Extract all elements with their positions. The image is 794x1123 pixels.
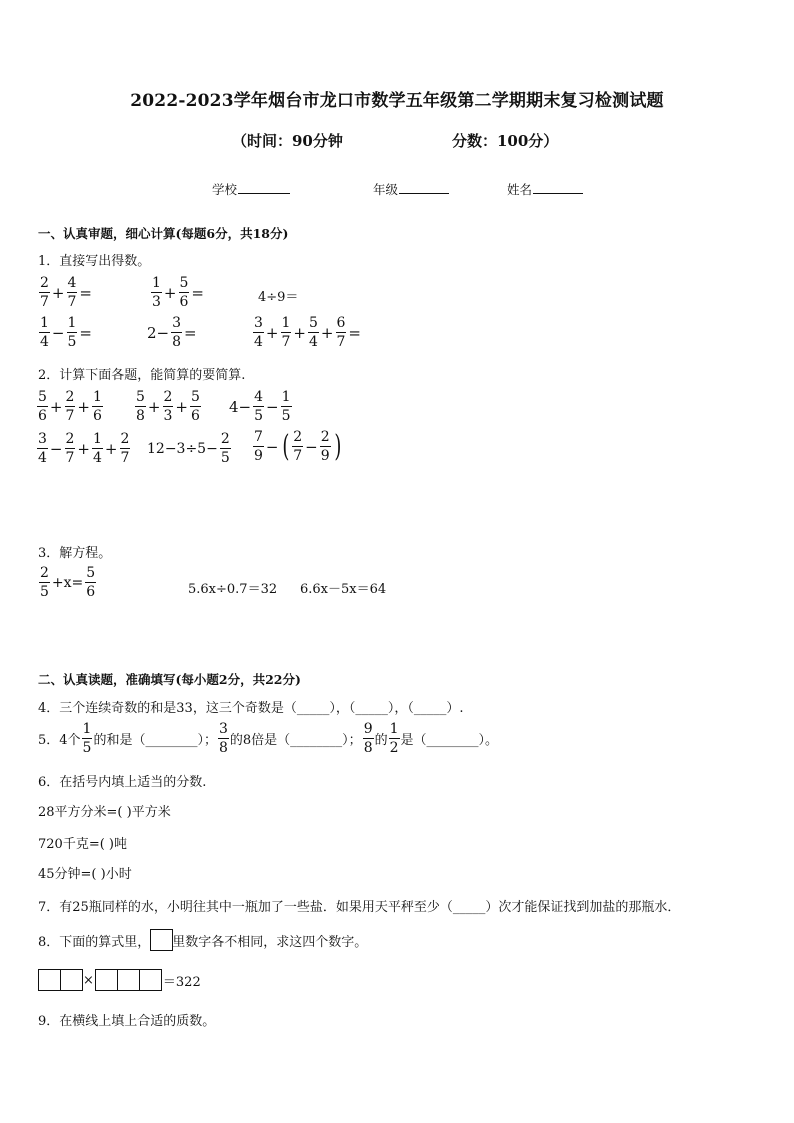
fraction: $\frac{5}{6}$ bbox=[191, 389, 200, 424]
fraction: $\frac{5}{6}$ bbox=[86, 565, 96, 600]
times-sign: × bbox=[83, 972, 94, 988]
q1-expr-d: $\frac{1}{4}$ − $\frac{1}{5}$ = bbox=[40, 315, 92, 350]
name-field[interactable] bbox=[507, 180, 583, 198]
q3-expr-a: $\frac{2}{5}$ +x= $\frac{5}{6}$ bbox=[40, 565, 96, 600]
school-blank[interactable] bbox=[238, 181, 290, 194]
fraction: $\frac{2}{5}$ bbox=[40, 565, 49, 600]
q1-expr-e: 2− $\frac{3}{8}$ = bbox=[147, 315, 197, 350]
q2-expr-d: $\frac{3}{4}$ − $\frac{2}{7}$ + $\frac{1}{4}$ + $\frac{2}{7}$ bbox=[38, 431, 130, 466]
digit-box-5[interactable] bbox=[139, 969, 162, 991]
question-1: 1．直接写出得数。 bbox=[38, 254, 151, 269]
fraction: $\frac{2}{5}$ bbox=[220, 431, 230, 466]
fraction: $\frac{1}{7}$ bbox=[281, 315, 291, 350]
digit-box-3[interactable] bbox=[95, 969, 118, 991]
fraction: $\frac{3}{8}$ bbox=[218, 721, 228, 756]
q2-expr-f: $\frac{7}{9}$ − ( $\frac{2}{7}$ − $\frac{2}{9}$ ) bbox=[254, 428, 342, 464]
question-8: 8．下面的算式里， 里数字各不相同，求这四个数字。 bbox=[38, 929, 367, 951]
q1-expr-f: $\frac{3}{4}$ + $\frac{1}{7}$ + $\frac{5}{4}$ + $\frac{6}{7}$ = bbox=[254, 315, 361, 350]
fraction: $\frac{2}{3}$ bbox=[163, 389, 173, 424]
grade-field[interactable] bbox=[373, 180, 449, 198]
fraction: $\frac{6}{7}$ bbox=[336, 315, 346, 350]
fraction: $\frac{1}{4}$ bbox=[93, 431, 102, 466]
question-7: 7．有25瓶同样的水，小明往其中一瓶加了一些盐．如果用天平秤至少（_____）次才能保证找到加盐的那瓶水． bbox=[38, 900, 681, 915]
fraction: $\frac{1}{5}$ bbox=[82, 721, 92, 756]
exam-time: （时间：90分钟 bbox=[232, 132, 343, 150]
q1-expr-c: 4÷9＝ bbox=[258, 290, 299, 305]
fraction: $\frac{2}{9}$ bbox=[320, 429, 330, 464]
q6-item-c: 45分钟=( )小时 bbox=[38, 867, 132, 882]
fraction: $\frac{1}{5}$ bbox=[281, 389, 291, 424]
name-blank[interactable] bbox=[533, 181, 583, 194]
q2-expr-b: $\frac{5}{8}$ + $\frac{2}{3}$ + $\frac{5}{6}$ bbox=[136, 389, 200, 424]
digit-box-4[interactable] bbox=[117, 969, 140, 991]
name-label: 姓名 bbox=[507, 182, 533, 197]
right-paren: ) bbox=[333, 428, 342, 464]
fraction: $\frac{3}{4}$ bbox=[254, 315, 263, 350]
fraction: $\frac{1}{6}$ bbox=[93, 389, 102, 424]
fraction: $\frac{2}{7}$ bbox=[65, 431, 75, 466]
section-1-heading: 一、认真审题，细心计算(每题6分，共18分) bbox=[38, 226, 289, 241]
question-9: 9．在横线上填上合适的质数。 bbox=[38, 1014, 216, 1029]
fraction: $\frac{2}{7}$ bbox=[65, 389, 75, 424]
exam-score: 分数：100分） bbox=[452, 132, 559, 150]
fraction: $\frac{1}{5}$ bbox=[67, 315, 77, 350]
q2-expr-c: 4− $\frac{4}{5}$ − $\frac{1}{5}$ bbox=[229, 389, 291, 424]
fraction: $\frac{3}{4}$ bbox=[38, 431, 47, 466]
fraction: $\frac{5}{6}$ bbox=[179, 275, 189, 310]
question-6: 6．在括号内填上适当的分数. bbox=[38, 775, 207, 790]
fraction: $\frac{1}{4}$ bbox=[40, 315, 49, 350]
fraction: $\frac{9}{8}$ bbox=[363, 721, 373, 756]
school-field[interactable] bbox=[212, 180, 290, 198]
school-label: 学校 bbox=[212, 182, 238, 197]
digit-box-2[interactable] bbox=[60, 969, 83, 991]
q3-expr-c: 6.6x－5x＝64 bbox=[300, 582, 387, 597]
q6-item-b: 720千克=( )吨 bbox=[38, 837, 127, 852]
q8-equation bbox=[38, 969, 201, 991]
fraction: $\frac{4}{5}$ bbox=[254, 389, 264, 424]
question-2: 2．计算下面各题，能简算的要简算. bbox=[38, 368, 246, 383]
fraction: $\frac{4}{7}$ bbox=[67, 275, 77, 310]
q2-expr-e: 12−3÷5− $\frac{2}{5}$ bbox=[147, 431, 230, 466]
grade-label: 年级 bbox=[373, 182, 399, 197]
left-paren: ( bbox=[281, 428, 289, 464]
fraction: $\frac{3}{8}$ bbox=[172, 315, 182, 350]
q1-expr-a: $\frac{2}{7}$ + $\frac{4}{7}$ = bbox=[40, 275, 92, 310]
digit-box bbox=[150, 929, 173, 951]
equation-result: ＝322 bbox=[162, 974, 201, 990]
fraction: $\frac{5}{6}$ bbox=[38, 389, 47, 424]
question-4: 4．三个连续奇数的和是33，这三个奇数是（_____），（_____），（_____）. bbox=[38, 701, 464, 716]
digit-box-1[interactable] bbox=[38, 969, 61, 991]
q3-expr-b: 5.6x÷0.7＝32 bbox=[188, 582, 278, 597]
fraction: $\frac{2}{7}$ bbox=[120, 431, 130, 466]
section-2-heading: 二、认真读题，准确填写(每小题2分，共22分) bbox=[38, 672, 301, 687]
fraction: $\frac{5}{4}$ bbox=[309, 315, 318, 350]
q1-expr-b: $\frac{1}{3}$ + $\frac{5}{6}$ = bbox=[152, 275, 204, 310]
question-5: 5．4个 $\frac{1}{5}$ 的和是（________）； $\frac{3}{8}$ 的8倍是（________）； $\frac{9}{8}$ 的 $\frac{1}{2}$ 是（________）。 bbox=[38, 721, 499, 756]
fraction: $\frac{7}{9}$ bbox=[254, 429, 263, 464]
grade-blank[interactable] bbox=[399, 181, 449, 194]
fraction: $\frac{1}{3}$ bbox=[152, 275, 161, 310]
question-3: 3．解方程。 bbox=[38, 546, 112, 561]
fraction: $\frac{2}{7}$ bbox=[40, 275, 49, 310]
q6-item-a: 28平方分米=( )平方米 bbox=[38, 805, 171, 820]
fraction: $\frac{2}{7}$ bbox=[293, 429, 303, 464]
fraction: $\frac{5}{8}$ bbox=[136, 389, 145, 424]
q2-expr-a: $\frac{5}{6}$ + $\frac{2}{7}$ + $\frac{1}{6}$ bbox=[38, 389, 102, 424]
fraction: $\frac{1}{2}$ bbox=[389, 721, 399, 756]
page-title: 2022-2023学年烟台市龙口市数学五年级第二学期期末复习检测试题 bbox=[130, 91, 664, 111]
